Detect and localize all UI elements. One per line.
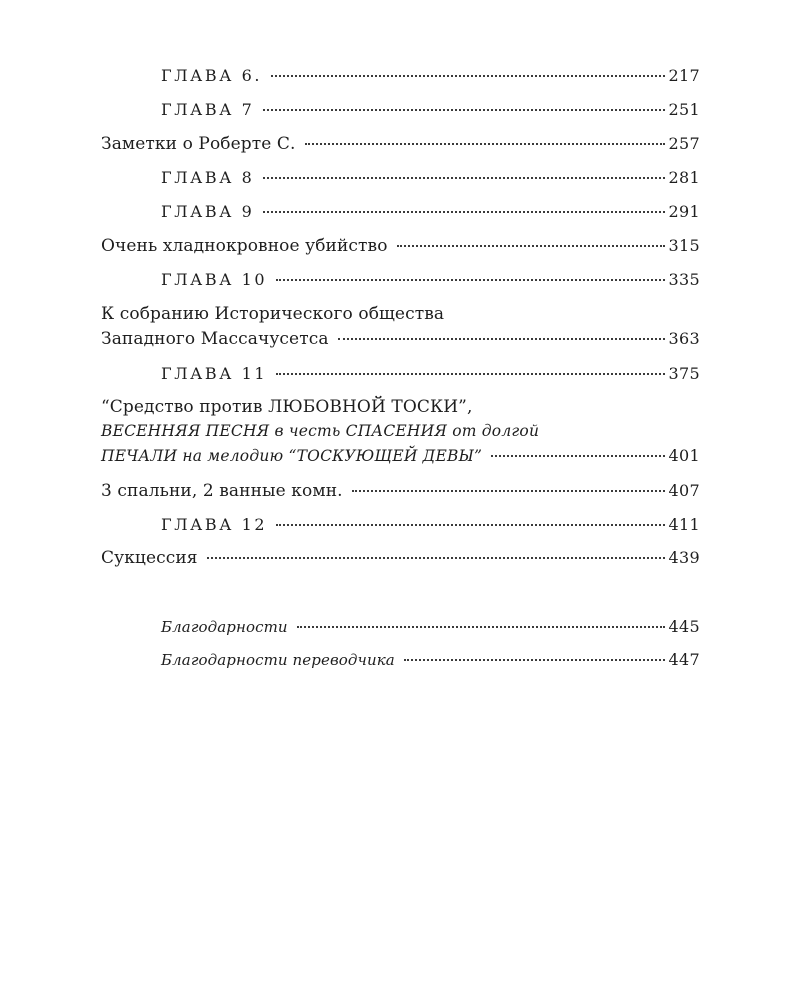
toc-entry-chapter-12[interactable] bbox=[0, 515, 800, 545]
toc-entry-title: ГЛАВА 7 bbox=[161, 100, 255, 119]
toc-entry-title: Благодарности bbox=[161, 618, 288, 636]
toc-entry-title: ГЛАВА 11 bbox=[161, 364, 268, 383]
dot-leader bbox=[263, 109, 664, 111]
toc-entry-title: ГЛАВА 12 bbox=[161, 515, 268, 534]
toc-entry-title: Сукцессия bbox=[101, 548, 198, 568]
dot-leader bbox=[276, 279, 664, 281]
toc-page-number: 447 bbox=[668, 650, 700, 669]
toc-page-number: 217 bbox=[668, 66, 700, 85]
toc-entry-title: Западного Массачусетса bbox=[101, 329, 329, 349]
toc-entry-notes-robert[interactable] bbox=[0, 134, 800, 164]
toc-page-number: 257 bbox=[668, 134, 700, 153]
toc-entry-bedrooms[interactable] bbox=[0, 481, 800, 511]
dot-leader bbox=[271, 75, 664, 77]
toc-entry-chapter-7[interactable] bbox=[0, 100, 800, 130]
toc-page-number: 407 bbox=[668, 481, 700, 500]
toc-entry-love-remedy-line1[interactable]: “Средство против ЛЮБОВНОЙ ТОСКИ”, bbox=[101, 397, 473, 417]
toc-entry-title: ПЕЧАЛИ на мелодию “ТОСКУЮЩЕЙ ДЕВЫ” bbox=[101, 447, 483, 465]
dot-leader bbox=[397, 245, 665, 247]
toc-entry-chapter-8[interactable] bbox=[0, 168, 800, 198]
toc-entry-love-remedy-line2[interactable]: ВЕСЕННЯЯ ПЕСНЯ в честь СПАСЕНИЯ от долгой bbox=[101, 422, 540, 440]
toc-entry-historical-society-line1[interactable]: К собранию Исторического общества bbox=[101, 304, 445, 324]
dot-leader bbox=[491, 455, 664, 457]
toc-entry-cold-murder[interactable] bbox=[0, 236, 800, 266]
toc-entry-chapter-10[interactable] bbox=[0, 270, 800, 300]
toc-page-number: 291 bbox=[668, 202, 700, 221]
dot-leader bbox=[338, 338, 665, 340]
dot-leader bbox=[352, 490, 665, 492]
toc-entry-title: Заметки о Роберте С. bbox=[101, 134, 296, 154]
toc-entry-chapter-11[interactable] bbox=[0, 364, 800, 394]
toc-page-number: 363 bbox=[668, 329, 700, 348]
dot-leader bbox=[263, 211, 664, 213]
toc-entry-historical-society[interactable] bbox=[0, 329, 800, 359]
toc-entry-title: ГЛАВА 6. bbox=[161, 66, 263, 85]
dot-leader bbox=[276, 524, 664, 526]
toc-entry-title: 3 спальни, 2 ванные комн. bbox=[101, 481, 343, 501]
toc-page-number: 315 bbox=[668, 236, 700, 255]
dot-leader bbox=[263, 177, 664, 179]
toc-entry-title: ГЛАВА 10 bbox=[161, 270, 268, 289]
toc-entry-title: ГЛАВА 8 bbox=[161, 168, 255, 187]
toc-entry-acknowledgements[interactable] bbox=[0, 617, 800, 647]
toc-entry-love-remedy[interactable] bbox=[0, 446, 800, 476]
toc-page-number: 439 bbox=[668, 548, 700, 567]
dot-leader bbox=[305, 143, 665, 145]
toc-page-number: 401 bbox=[668, 446, 700, 465]
toc-page-number: 411 bbox=[668, 515, 700, 534]
toc-entry-title: Благодарности переводчика bbox=[161, 651, 395, 669]
dot-leader bbox=[207, 557, 665, 559]
toc-entry-succession[interactable] bbox=[0, 548, 800, 578]
dot-leader bbox=[404, 659, 665, 661]
dot-leader bbox=[297, 626, 665, 628]
toc-page-number: 335 bbox=[668, 270, 700, 289]
toc-page-number: 375 bbox=[668, 364, 700, 383]
dot-leader bbox=[276, 373, 664, 375]
toc-page-number: 281 bbox=[668, 168, 700, 187]
toc-entry-title: Очень хладнокровное убийство bbox=[101, 236, 388, 256]
toc-page-number: 251 bbox=[668, 100, 700, 119]
toc-page-number: 445 bbox=[668, 617, 700, 636]
toc-entry-title: ГЛАВА 9 bbox=[161, 202, 255, 221]
toc-entry-chapter-6[interactable] bbox=[0, 66, 800, 96]
toc-entry-chapter-9[interactable] bbox=[0, 202, 800, 232]
toc-entry-translator-acknowledgements[interactable] bbox=[0, 650, 800, 680]
